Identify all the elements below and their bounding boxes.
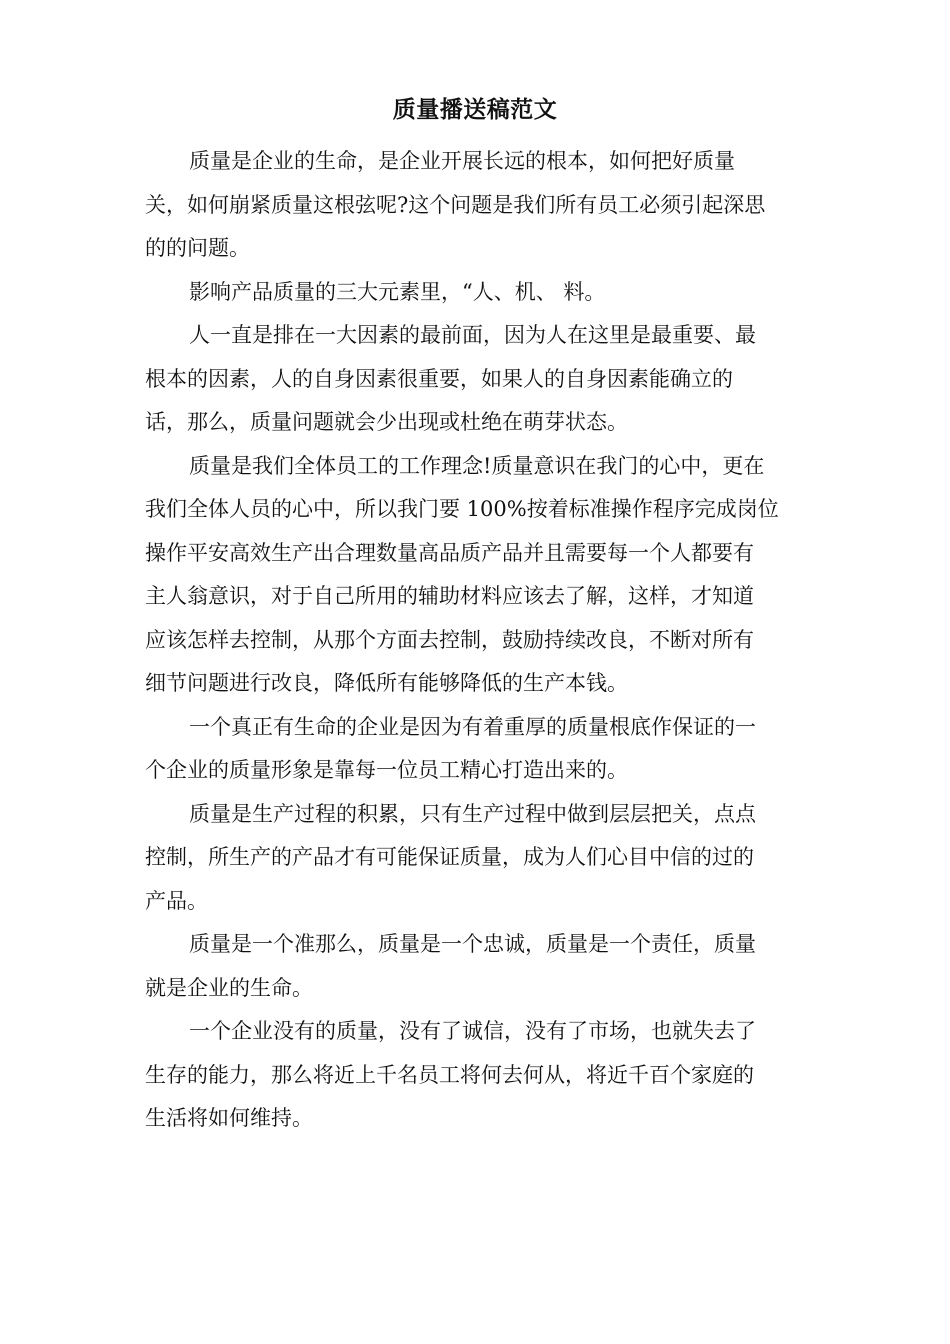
paragraph-line: 细节问题进行改良，降低所有能够降低的生产本钱。 bbox=[145, 671, 628, 695]
paragraph-line: 应该怎样去控制，从那个方面去控制，鼓励持续改良，不断对所有 bbox=[145, 627, 754, 652]
paragraph-line: 生存的能力，那么将近上千名员工将何去何从，将近千百个家庭的 bbox=[145, 1062, 754, 1087]
paragraph-5 bbox=[145, 706, 810, 793]
paragraph-line: 操作平安高效生产出合理数量高品质产品并且需要每一个人都要有 bbox=[145, 540, 754, 565]
paragraph-line: 质量是企业的生命，是企业开展长远的根本，如何把好质量 bbox=[189, 149, 735, 173]
paragraph-line: 一个企业没有的质量，没有了诚信，没有了市场，也就失去了 bbox=[189, 1019, 756, 1043]
paragraph-line: 的的问题。 bbox=[145, 236, 250, 260]
paragraph-line: 一个真正有生命的企业是因为有着重厚的质量根底作保证的一 bbox=[189, 714, 756, 739]
paragraph-line: 就是企业的生命。 bbox=[145, 975, 313, 1000]
paragraph-line: 控制，所生产的产品才有可能保证质量，成为人们心目中信的过的 bbox=[145, 845, 754, 869]
paragraph-line: 关，如何崩紧质量这根弦呢?这个问题是我们所有员工必须引起深思 bbox=[145, 192, 766, 217]
paragraph-3 bbox=[145, 314, 810, 445]
paragraph-line: 质量是生产过程的积累，只有生产过程中做到层层把关，点点 bbox=[189, 801, 756, 826]
paragraph-line: 人一直是排在一大因素的最前面，因为人在这里是最重要、最 bbox=[189, 323, 756, 347]
paragraph-8 bbox=[145, 1010, 810, 1141]
paragraph-line: 质量是一个准那么，质量是一个忠诚，质量是一个责任，质量 bbox=[189, 932, 756, 956]
paragraph-line: 主人翁意识，对于自己所用的辅助材料应该去了解，这样，才知道 bbox=[145, 584, 754, 608]
paragraph-line: 个企业的质量形象是靠每一位员工精心打造出来的。 bbox=[145, 758, 628, 782]
document-body bbox=[145, 140, 810, 1141]
paragraph-1 bbox=[145, 140, 810, 271]
paragraph-line: 产品。 bbox=[145, 888, 208, 913]
paragraph-6 bbox=[145, 793, 810, 924]
paragraph-line: 话，那么，质量问题就会少出现或杜绝在萌芽状态。 bbox=[145, 410, 628, 434]
paragraph-line: 生活将如何维持。 bbox=[145, 1106, 313, 1130]
paragraph-line: 我们全体人员的心中，所以我门要 100%按着标准操作程序完成岗位 bbox=[145, 497, 779, 521]
paragraph-7 bbox=[145, 923, 810, 1010]
paragraph-2 bbox=[145, 271, 810, 315]
paragraph-line: 质量是我们全体员工的工作理念!质量意识在我门的心中，更在 bbox=[189, 453, 765, 478]
paragraph-line: 根本的因素，人的自身因素很重要，如果人的自身因素能确立的 bbox=[145, 366, 733, 391]
paragraph-line: 影响产品质量的三大元素里，“人、机、 料。 bbox=[189, 279, 606, 304]
document-title: 质量播送稿范文 bbox=[392, 97, 558, 123]
paragraph-4 bbox=[145, 445, 810, 706]
